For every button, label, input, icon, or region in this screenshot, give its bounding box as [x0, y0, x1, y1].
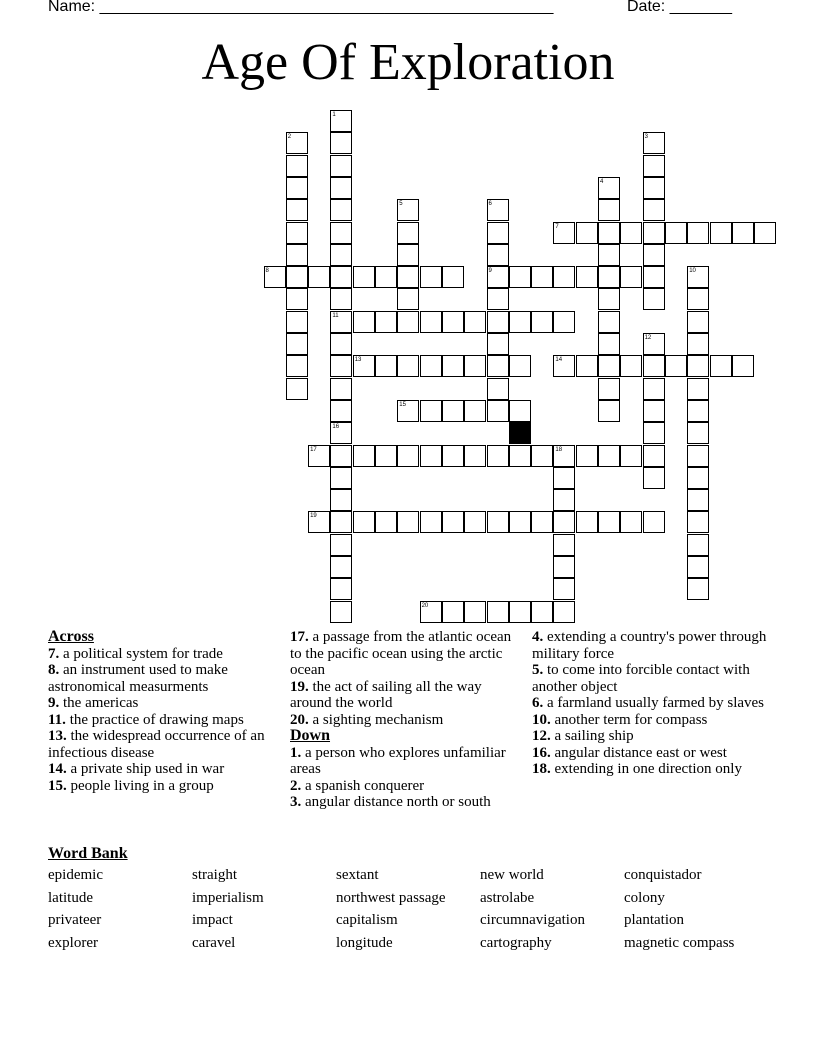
clue-number: 5 [399, 201, 403, 208]
grid-cell[interactable] [576, 355, 598, 377]
grid-cell[interactable] [330, 467, 352, 489]
clue-number: 9 [488, 268, 492, 275]
grid-cell[interactable] [643, 155, 665, 177]
word-bank-item: plantation [624, 912, 684, 928]
grid-cell[interactable] [330, 511, 352, 533]
grid-cell[interactable] [442, 511, 464, 533]
grid-cell[interactable] [375, 311, 397, 333]
grid-cell[interactable] [330, 556, 352, 578]
grid-cell[interactable] [598, 445, 620, 467]
grid-cell[interactable] [464, 511, 486, 533]
grid-cell[interactable] [397, 222, 419, 244]
grid-cell[interactable] [553, 266, 575, 288]
grid-cell[interactable] [754, 222, 776, 244]
word-bank-item: colony [624, 890, 665, 906]
grid-cell[interactable] [464, 355, 486, 377]
clue-down-3: 3. angular distance north or south [290, 794, 491, 810]
grid-cell[interactable] [598, 333, 620, 355]
grid-cell[interactable] [286, 311, 308, 333]
grid-cell[interactable] [487, 445, 509, 467]
grid-cell[interactable] [464, 311, 486, 333]
grid-cell[interactable] [330, 199, 352, 221]
grid-cell[interactable] [576, 266, 598, 288]
word-bank-item: northwest passage [336, 890, 446, 906]
grid-cell[interactable] [643, 288, 665, 310]
grid-cell[interactable] [330, 578, 352, 600]
grid-cell[interactable] [442, 601, 464, 623]
name-field-label: Name: ___________________________________________________ [48, 0, 554, 15]
word-bank-item: straight [192, 867, 237, 883]
clue-number: 11 [332, 312, 339, 319]
grid-cell[interactable] [732, 222, 754, 244]
grid-cell[interactable] [643, 378, 665, 400]
clue-number: 14 [555, 357, 563, 364]
grid-cell[interactable] [687, 534, 709, 556]
clue-number: 17 [310, 446, 317, 453]
grid-cell[interactable] [286, 266, 308, 288]
grid-cell[interactable] [531, 511, 553, 533]
word-bank-item: impact [192, 912, 233, 928]
grid-cell[interactable] [330, 601, 352, 623]
grid-cell[interactable] [553, 578, 575, 600]
clue-number: 19 [310, 513, 317, 520]
grid-cell[interactable] [531, 445, 553, 467]
clue-number: 12 [644, 335, 652, 341]
grid-cell[interactable] [286, 288, 308, 310]
grid-cell[interactable] [464, 445, 486, 467]
grid-cell[interactable] [353, 311, 375, 333]
grid-cell[interactable] [687, 311, 709, 333]
grid-cell[interactable] [330, 534, 352, 556]
grid-cell[interactable] [687, 333, 709, 355]
clue-across-8: 8. an instrument used to make astronomical measurments [48, 662, 228, 695]
grid-cell[interactable] [553, 601, 575, 623]
word-bank-item: astrolabe [480, 890, 535, 906]
black-cell [509, 422, 531, 444]
date-field-label: Date: _______ [627, 0, 732, 15]
grid-cell[interactable] [687, 578, 709, 600]
grid-cell[interactable] [375, 511, 397, 533]
grid-cell[interactable] [330, 132, 352, 154]
clue-down-4: 4. extending a country's power through military force [532, 629, 767, 662]
grid-cell[interactable] [598, 288, 620, 310]
clue-down-18: 18. extending in one direction only [532, 761, 742, 777]
clue-number: 15 [399, 401, 406, 408]
grid-cell[interactable] [598, 311, 620, 333]
grid-cell[interactable] [553, 467, 575, 489]
grid-cell[interactable] [598, 266, 620, 288]
grid-cell[interactable] [487, 333, 509, 355]
grid-cell[interactable] [330, 333, 352, 355]
grid-cell[interactable] [286, 199, 308, 221]
grid-cell[interactable] [643, 244, 665, 266]
grid-cell[interactable] [687, 378, 709, 400]
clue-across-15: 15. people living in a group [48, 777, 214, 794]
clues-column-1 [48, 629, 284, 794]
grid-cell[interactable] [487, 311, 509, 333]
clue-number: 10 [689, 268, 696, 275]
grid-cell[interactable] [509, 511, 531, 533]
grid-cell[interactable] [643, 400, 665, 422]
word-bank-item: epidemic [48, 867, 103, 883]
grid-cell[interactable] [397, 244, 419, 266]
grid-cell[interactable] [330, 400, 352, 422]
word-bank-item: magnetic compass [624, 935, 735, 951]
grid-cell[interactable] [420, 445, 442, 467]
word-bank-item: capitalism [336, 912, 398, 928]
grid-cell[interactable] [643, 355, 665, 377]
grid-cell[interactable] [397, 355, 419, 377]
grid-cell[interactable] [487, 244, 509, 266]
word-bank-item: latitude [48, 890, 93, 906]
grid-cell[interactable] [665, 355, 687, 377]
grid-cell[interactable] [330, 177, 352, 199]
grid-cell[interactable] [687, 288, 709, 310]
grid-cell[interactable] [397, 311, 419, 333]
word-bank-item: conquistador [624, 867, 702, 883]
grid-cell[interactable] [353, 445, 375, 467]
grid-cell[interactable] [286, 177, 308, 199]
grid-cell[interactable] [620, 445, 642, 467]
grid-cell[interactable] [598, 378, 620, 400]
grid-cell[interactable] [330, 222, 352, 244]
clue-across-19: 19. the act of sailing all the way around the world [290, 678, 482, 711]
grid-cell[interactable] [531, 601, 553, 623]
clue-down-12: 12. a sailing ship [532, 728, 634, 744]
clue-across-14: 14. a private ship used in war [48, 761, 225, 777]
grid-cell[interactable] [397, 266, 419, 288]
grid-cell[interactable] [643, 177, 665, 199]
grid-cell[interactable] [598, 244, 620, 266]
grid-cell[interactable] [487, 355, 509, 377]
grid-cell[interactable] [620, 511, 642, 533]
grid-cell[interactable] [442, 400, 464, 422]
grid-cell[interactable] [375, 445, 397, 467]
clue-number: 8 [265, 268, 269, 275]
clue-number: 16 [332, 424, 340, 431]
across-heading: Across [48, 628, 94, 645]
grid-cell[interactable] [531, 266, 553, 288]
clue-across-13: 13. the widespread occurrence of an infectious disease [48, 728, 265, 761]
grid-cell[interactable] [353, 511, 375, 533]
grid-cell[interactable] [330, 378, 352, 400]
word-bank-item: cartography [480, 935, 552, 951]
grid-cell[interactable] [286, 222, 308, 244]
grid-cell[interactable] [620, 355, 642, 377]
clue-number: 6 [488, 201, 492, 208]
grid-cell[interactable] [353, 266, 375, 288]
clue-down-6: 6. a farmland usually farmed by slaves [532, 695, 765, 711]
clue-number: 18 [555, 446, 563, 453]
clue-across-11: 11. the practice of drawing maps [48, 711, 244, 728]
word-bank-item: imperialism [192, 890, 264, 906]
grid-cell[interactable] [643, 445, 665, 467]
clue-down-2: 2. a spanish conquerer [290, 777, 425, 794]
grid-cell[interactable] [553, 311, 575, 333]
clue-across-20: 20. a sighting mechanism [290, 711, 444, 728]
grid-cell[interactable] [420, 266, 442, 288]
word-bank-item: caravel [192, 935, 236, 951]
grid-cell[interactable] [464, 400, 486, 422]
grid-cell[interactable] [598, 199, 620, 221]
word-bank-item: circumnavigation [480, 912, 585, 928]
grid-cell[interactable] [286, 155, 308, 177]
grid-cell[interactable] [643, 467, 665, 489]
grid-cell[interactable] [598, 222, 620, 244]
grid-cell[interactable] [397, 511, 419, 533]
grid-cell[interactable] [598, 511, 620, 533]
grid-cell[interactable] [509, 445, 531, 467]
grid-cell[interactable] [330, 489, 352, 511]
grid-cell[interactable] [553, 511, 575, 533]
grid-cell[interactable] [442, 445, 464, 467]
word-bank-title: Word Bank [48, 845, 128, 862]
grid-cell[interactable] [598, 355, 620, 377]
grid-cell[interactable] [330, 266, 352, 288]
grid-cell[interactable] [643, 266, 665, 288]
clue-number: 2 [287, 134, 292, 141]
grid-cell[interactable] [487, 288, 509, 310]
grid-cell[interactable] [487, 222, 509, 244]
grid-cell[interactable] [643, 511, 665, 533]
grid-cell[interactable] [620, 266, 642, 288]
grid-cell[interactable] [420, 511, 442, 533]
grid-cell[interactable] [330, 244, 352, 266]
grid-cell[interactable] [687, 400, 709, 422]
grid-cell[interactable] [509, 311, 531, 333]
clue-number: 20 [421, 602, 429, 609]
grid-cell[interactable] [710, 355, 732, 377]
grid-cell[interactable] [509, 355, 531, 377]
page-title: Age Of Exploration [201, 34, 615, 91]
grid-cell[interactable] [687, 467, 709, 489]
grid-cell[interactable] [687, 489, 709, 511]
grid-cell[interactable] [308, 266, 330, 288]
grid-cell[interactable] [286, 378, 308, 400]
clue-across-9: 9. the americas [48, 695, 139, 711]
grid-cell[interactable] [487, 511, 509, 533]
grid-cell[interactable] [665, 222, 687, 244]
grid-cell[interactable] [710, 222, 732, 244]
grid-cell[interactable] [509, 601, 531, 623]
clue-down-16: 16. angular distance east or west [532, 744, 727, 761]
grid-cell[interactable] [553, 556, 575, 578]
grid-cell[interactable] [687, 222, 709, 244]
grid-cell[interactable] [375, 355, 397, 377]
clue-number: 4 [600, 178, 604, 185]
grid-cell[interactable] [531, 311, 553, 333]
grid-cell[interactable] [732, 355, 754, 377]
grid-cell[interactable] [509, 266, 531, 288]
grid-cell[interactable] [487, 400, 509, 422]
grid-cell[interactable] [442, 266, 464, 288]
grid-cell[interactable] [687, 355, 709, 377]
grid-cell[interactable] [420, 355, 442, 377]
grid-cell[interactable] [286, 333, 308, 355]
grid-cell[interactable] [643, 422, 665, 444]
grid-cell[interactable] [420, 311, 442, 333]
grid-cell[interactable] [330, 445, 352, 467]
grid-cell[interactable] [286, 355, 308, 377]
grid-cell[interactable] [643, 199, 665, 221]
word-bank-item: privateer [48, 912, 102, 928]
grid-cell[interactable] [397, 445, 419, 467]
grid-cell[interactable] [442, 355, 464, 377]
word-bank-item: longitude [336, 935, 393, 951]
clue-number: 1 [332, 112, 336, 118]
grid-cell[interactable] [330, 355, 352, 377]
clue-number: 13 [354, 357, 362, 364]
grid-cell[interactable] [598, 400, 620, 422]
grid-cell[interactable] [397, 288, 419, 310]
grid-cell[interactable] [487, 601, 509, 623]
clue-number: 7 [555, 223, 559, 230]
grid-cell[interactable] [553, 534, 575, 556]
clue-across-7: 7. a political system for trade [48, 645, 223, 662]
clue-down-1: 1. a person who explores unfamiliar areas [290, 744, 506, 777]
word-bank-item: new world [480, 867, 544, 883]
grid-cell[interactable] [620, 222, 642, 244]
clues-column-2 [290, 629, 522, 811]
word-bank-item: explorer [48, 935, 98, 951]
grid-cell[interactable] [509, 400, 531, 422]
grid-cell[interactable] [464, 601, 486, 623]
clue-down-10: 10. another term for compass [532, 711, 708, 728]
word-bank-item: sextant [336, 867, 379, 883]
grid-cell[interactable] [375, 266, 397, 288]
clues-column-3 [532, 629, 768, 778]
clue-number: 3 [644, 134, 648, 141]
grid-cell[interactable] [687, 445, 709, 467]
grid-cell[interactable] [442, 311, 464, 333]
clue-down-5: 5. to come into forcible contact with another object [532, 662, 750, 695]
grid-cell[interactable] [643, 222, 665, 244]
grid-cell[interactable] [330, 288, 352, 310]
grid-cell[interactable] [576, 222, 598, 244]
grid-cell[interactable] [420, 400, 442, 422]
grid-cell[interactable] [553, 489, 575, 511]
grid-cell[interactable] [687, 422, 709, 444]
grid-cell[interactable] [576, 445, 598, 467]
grid-cell[interactable] [286, 244, 308, 266]
clue-across-17: 17. a passage from the atlantic ocean to the pacific ocean using the arctic ocean [290, 629, 512, 678]
down-heading: Down [290, 727, 331, 744]
grid-cell[interactable] [576, 511, 598, 533]
grid-cell[interactable] [487, 378, 509, 400]
grid-cell[interactable] [687, 556, 709, 578]
grid-cell[interactable] [330, 155, 352, 177]
grid-cell[interactable] [687, 511, 709, 533]
